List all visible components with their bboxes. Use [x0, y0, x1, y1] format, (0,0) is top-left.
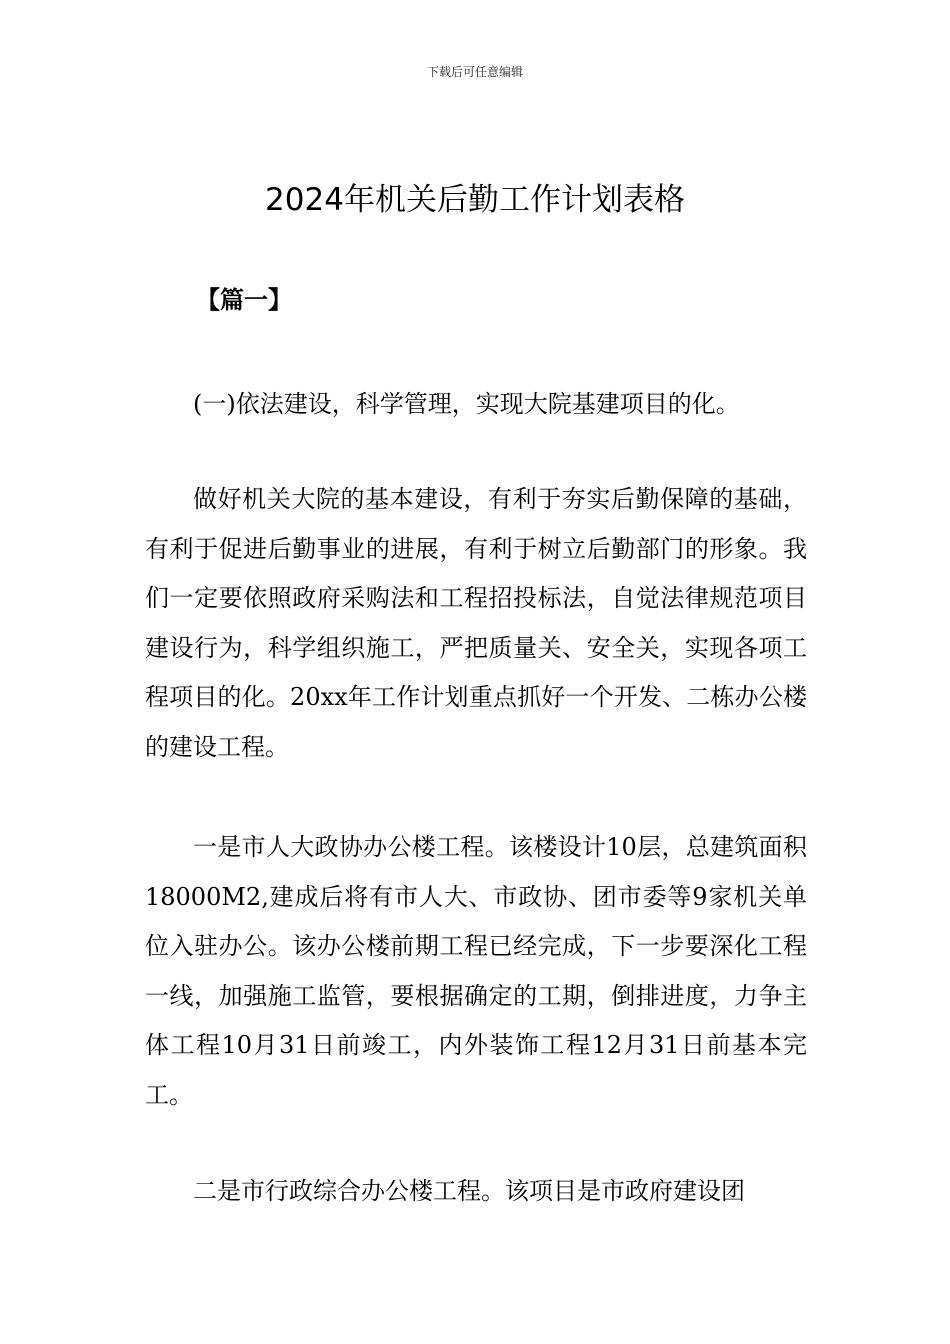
document-title: 2024年机关后勤工作计划表格 — [265, 182, 685, 218]
section-label: 【篇一】 — [196, 286, 292, 314]
paragraph-project-1: 一是市人大政协办公楼工程。该楼设计10层，总建筑面积18000M2,建成后将有市人大、市政协、团市委等9家机关单位入驻办公。该办公楼前期工程已经完成，下一步要深化工程一线，加强施工监管，要根据确定的工期，倒排进度，力争主体工程10月31日前竣工，内外装饰工程12月31日前基本完工。 — [145, 833, 807, 1109]
paragraph-intro: 做好机关大院的基本建设，有利于夯实后勤保障的基础，有利于促进后勤事业的进展，有利于树立后勤部门的形象。我们一定要依照政府采购法和工程招投标法，自觉法律规范项目建设行为，科学组织施工，严把质量关、安全关，实现各项工程项目的化。20xx年工作计划重点抓好一个开发、二栋办公楼的建设工程。 — [145, 485, 807, 761]
header-note: 下载后可任意编辑 — [426, 65, 523, 79]
paragraph-project-2: 二是市行政综合办公楼工程。该项目是市政府建设团 — [193, 1177, 745, 1205]
paragraph-heading-1: (一)依法建设，科学管理，实现大院基建项目的化。 — [193, 390, 740, 418]
